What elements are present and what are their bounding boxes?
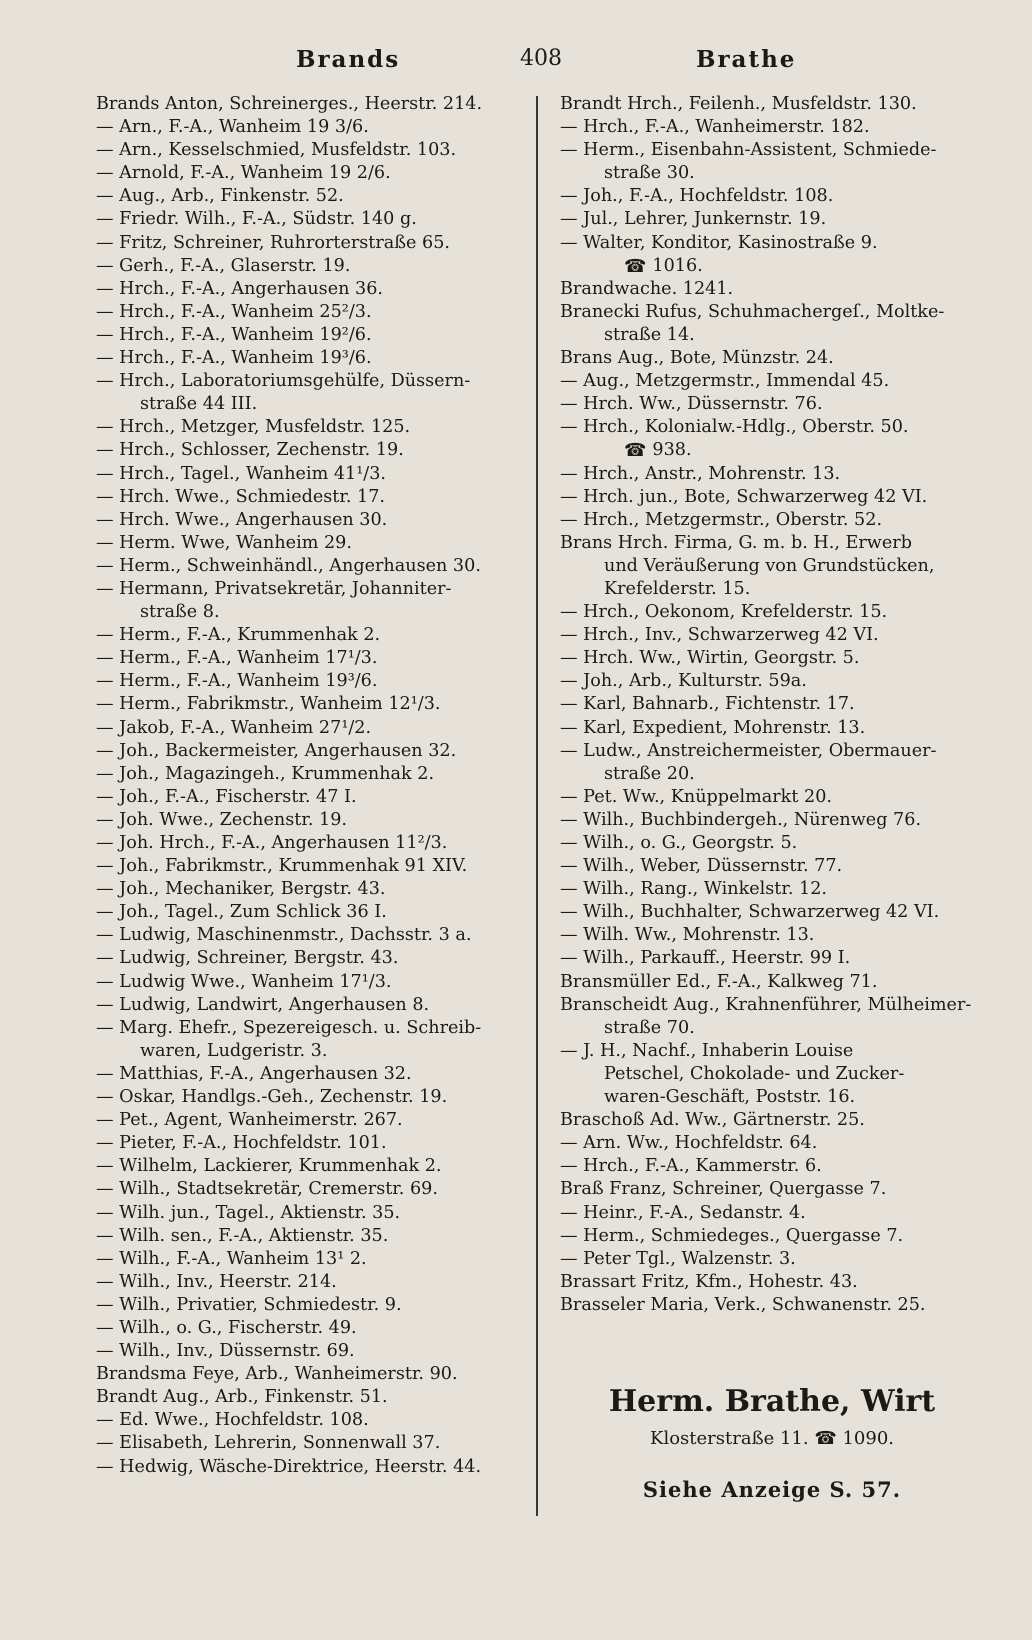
entry-text: — Hrch. Ww., Wirtin, Georgstr. 5. [560, 648, 860, 669]
entry-text: — Herm., F.-A., Wanheim 19³/6. [96, 671, 378, 692]
entry-text: — Matthias, F.-A., Angerhausen 32. [96, 1063, 412, 1084]
entry-text: — Hrch., F.-A., Wanheim 25²/3. [96, 301, 372, 322]
column-divider [536, 96, 538, 1516]
directory-entry [96, 693, 516, 716]
directory-entry [560, 1225, 984, 1248]
directory-entry [96, 994, 516, 1017]
directory-entry [560, 786, 984, 809]
entry-text: — Wilh., o. G., Fischerstr. 49. [96, 1317, 357, 1338]
entry-text: Brandwache. 1241. [560, 278, 734, 299]
directory-entry [96, 255, 516, 278]
entry-text: — Herm., Schmiedeges., Quergasse 7. [560, 1225, 904, 1246]
directory-entry [96, 555, 516, 578]
entry-text: — Hrch., Metzgermstr., Oberstr. 52. [560, 509, 883, 530]
entry-text: straße 14. [604, 324, 695, 345]
directory-entry [96, 855, 516, 878]
entry-text: — Ludwig, Schreiner, Bergstr. 43. [96, 948, 399, 969]
entry-text: — Wilhelm, Lackierer, Krummenhak 2. [96, 1156, 442, 1177]
entry-text: — Gerh., F.-A., Glaserstr. 19. [96, 255, 351, 276]
directory-entry [96, 717, 516, 740]
directory-entry [96, 647, 516, 670]
directory-entry [96, 901, 516, 924]
entry-text: — Hedwig, Wäsche-Direktrice, Heerstr. 44. [96, 1456, 482, 1477]
directory-entry [560, 1178, 984, 1201]
entry-text: — Hrch., Schlosser, Zechenstr. 19. [96, 440, 404, 461]
directory-entry [560, 1132, 984, 1155]
directory-entry [96, 1317, 516, 1340]
directory-entry [96, 93, 516, 116]
directory-entry [560, 555, 984, 578]
entry-text: — Hrch. Wwe., Schmiedestr. 17. [96, 486, 386, 507]
directory-entry [560, 1017, 984, 1040]
entry-text: Brans Hrch. Firma, G. m. b. H., Erwerb [560, 532, 912, 553]
entry-text: Brassart Fritz, Kfm., Hohestr. 43. [560, 1271, 858, 1292]
entry-text: — Marg. Ehefr., Spezereigesch. u. Schreib- [96, 1017, 482, 1038]
entry-text: Brasseler Maria, Verk., Schwanenstr. 25. [560, 1294, 926, 1315]
directory-entry [96, 1409, 516, 1432]
entry-text: Brands Anton, Schreinerges., Heerstr. 214. [96, 94, 483, 114]
directory-entry [560, 670, 984, 693]
directory-entry [96, 509, 516, 532]
entry-text: waren-Geschäft, Poststr. 16. [604, 1087, 856, 1108]
entry-text: — Karl, Expedient, Mohrenstr. 13. [560, 717, 866, 738]
entry-text: 1016. [652, 255, 703, 276]
entry-text: Branscheidt Aug., Krahnenführer, Mülheimer- [560, 994, 972, 1015]
directory-entry [96, 809, 516, 832]
entry-text: — Karl, Bahnarb., Fichtenstr. 17. [560, 694, 855, 715]
directory-entry [560, 486, 984, 509]
entry-text: — Elisabeth, Lehrerin, Sonnenwall 37. [96, 1433, 441, 1454]
directory-entry [96, 139, 516, 162]
directory-entry [96, 1017, 516, 1040]
entry-text: — Friedr. Wilh., F.-A., Südstr. 140 g. [96, 209, 417, 230]
directory-entry [96, 924, 516, 947]
entry-text: — Pieter, F.-A., Hochfeldstr. 101. [96, 1133, 387, 1154]
entry-text: — Herm. Wwe, Wanheim 29. [96, 532, 352, 553]
entry-text: — Pet., Agent, Wanheimerstr. 267. [96, 1110, 403, 1131]
entry-text: Bransmüller Ed., F.-A., Kalkweg 71. [560, 971, 878, 992]
entry-text: waren, Ludgeristr. 3. [140, 1040, 328, 1061]
entry-text: — Joh., F.-A., Fischerstr. 47 I. [96, 786, 357, 807]
directory-entry [560, 1109, 984, 1132]
directory-entry [96, 208, 516, 231]
directory-entry [96, 116, 516, 139]
directory-entry [560, 624, 984, 647]
entry-text: — Hermann, Privatsekretär, Johanniter- [96, 578, 452, 599]
page-number: 408 [520, 46, 562, 71]
directory-entry [96, 463, 516, 486]
directory-entry [560, 578, 984, 601]
directory-entry [96, 1432, 516, 1455]
header-left-keyword: Brands [296, 46, 401, 73]
directory-entry [560, 301, 984, 324]
directory-entry [96, 1386, 516, 1409]
directory-entry [96, 740, 516, 763]
directory-entry [560, 162, 984, 185]
entry-text: — Hrch. Wwe., Angerhausen 30. [96, 509, 388, 530]
directory-entry [560, 278, 984, 301]
directory-entry [560, 93, 984, 116]
entry-text: — Joh., Magazingeh., Krummenhak 2. [96, 763, 435, 784]
entry-text: — Ed. Wwe., Hochfeldstr. 108. [96, 1410, 369, 1431]
entry-text: — Arn. Ww., Hochfeldstr. 64. [560, 1133, 818, 1154]
directory-entry [560, 947, 984, 970]
directory-entry [560, 855, 984, 878]
entry-text: Brandsma Feye, Arb., Wanheimerstr. 90. [96, 1364, 458, 1385]
entry-text: Brandt Hrch., Feilenh., Musfeldstr. 130. [560, 94, 917, 114]
directory-entry [96, 278, 516, 301]
directory-entry [96, 1225, 516, 1248]
entry-text: Branecki Rufus, Schuhmachergeſ., Moltke- [560, 301, 945, 322]
entry-text: — Ludwig, Landwirt, Angerhausen 8. [96, 994, 430, 1015]
entry-text: — Herm., Schweinhändl., Angerhausen 30. [96, 555, 481, 576]
directory-entry [96, 624, 516, 647]
entry-text: — Hrch., F.-A., Wanheim 19²/6. [96, 324, 372, 345]
entry-text: — Jul., Lehrer, Junkernstr. 19. [560, 209, 827, 230]
directory-entry [96, 1178, 516, 1201]
entry-text: Braß Franz, Schreiner, Quergasse 7. [560, 1179, 887, 1200]
entry-text: — Joh., Fabrikmstr., Krummenhak 91 XIV. [96, 856, 468, 877]
directory-entry [96, 439, 516, 462]
directory-entry [560, 693, 984, 716]
entry-text: — Ludw., Anstreichermeister, Obermauer- [560, 740, 937, 761]
directory-entry [560, 532, 984, 555]
directory-entry [560, 601, 984, 624]
entry-text: — Hrch., F.-A., Kammerstr. 6. [560, 1156, 822, 1177]
entry-text: straße 20. [604, 763, 695, 784]
directory-entry [560, 463, 984, 486]
directory-entry [560, 717, 984, 740]
entry-text: straße 30. [604, 163, 695, 184]
directory-entry [560, 740, 984, 763]
directory-entry [560, 116, 984, 139]
directory-entry [560, 763, 984, 786]
directory-entry [560, 832, 984, 855]
directory-entry [560, 1063, 984, 1086]
directory-entry [560, 324, 984, 347]
directory-entry [96, 1040, 516, 1063]
directory-entry [560, 647, 984, 670]
directory-entry [560, 370, 984, 393]
directory-entry [96, 486, 516, 509]
directory-entry [560, 439, 984, 462]
directory-entry [96, 1340, 516, 1363]
entry-text: straße 70. [604, 1017, 695, 1038]
entry-text: — Jakob, F.-A., Wanheim 27¹/2. [96, 717, 372, 738]
entry-text: — Herm., Eisenbahn-Assistent, Schmiede- [560, 140, 937, 161]
directory-entry [560, 255, 984, 278]
entry-text: und Veräußerung von Grundstücken, [604, 555, 935, 576]
entry-text: — Aug., Arb., Finkenstr. 52. [96, 186, 344, 207]
directory-entry [96, 578, 516, 601]
entry-text: — Wilh., Inv., Düssernstr. 69. [96, 1341, 355, 1362]
directory-entry [96, 1132, 516, 1155]
entry-text: — Wilh., Buchbindergeh., Nürenweg 76. [560, 809, 922, 830]
entry-text: — Joh., Mechaniker, Bergstr. 43. [96, 879, 386, 900]
entry-text: — Hrch., Laboratoriumsgehülfe, Düssern- [96, 371, 471, 392]
directory-entry [96, 324, 516, 347]
directory-entry [96, 393, 516, 416]
entry-text: — Herm., F.-A., Krummenhak 2. [96, 625, 381, 646]
advertisement [560, 1380, 984, 1516]
directory-entry [96, 670, 516, 693]
entry-text: — Hrch., Metzger, Musfeldstr. 125. [96, 417, 411, 438]
entry-text: — Walter, Konditor, Kasinostraße 9. [560, 232, 878, 253]
directory-entry [560, 1271, 984, 1294]
telephone-icon: ☎ [624, 255, 647, 277]
entry-text: — Joh. Wwe., Zechenstr. 19. [96, 809, 347, 830]
entry-text: — Wilh., Parkauff., Heerstr. 99 I. [560, 948, 851, 969]
entry-text: — Hrch., Oekonom, Krefelderstr. 15. [560, 602, 888, 623]
directory-entry [560, 208, 984, 231]
entry-text: — Wilh., Buchhalter, Schwarzerweg 42 VI. [560, 902, 940, 923]
left-column [96, 93, 516, 1479]
directory-entry [96, 1456, 516, 1479]
entry-text: — Arn., Kesselschmied, Musfeldstr. 103. [96, 140, 457, 161]
entry-text: 938. [652, 440, 692, 461]
entry-text: — Wilh. Ww., Mohrenstr. 13. [560, 925, 815, 946]
entry-text: — Ludwig Wwe., Wanheim 17¹/3. [96, 971, 392, 992]
directory-entry [96, 1271, 516, 1294]
entry-text: — Joh., Tagel., Zum Schlick 36 I. [96, 902, 387, 923]
entry-text: — Heinr., F.-A., Sedanstr. 4. [560, 1202, 806, 1223]
entry-text: — Wilh. sen., F.-A., Aktienstr. 35. [96, 1225, 389, 1246]
entry-text: — Herm., Fabrikmstr., Wanheim 12¹/3. [96, 694, 441, 715]
entry-text: — Oskar, Handlgs.-Geh., Zechenstr. 19. [96, 1087, 448, 1108]
entry-text: — Arnold, F.-A., Wanheim 19 2/6. [96, 163, 391, 184]
directory-entry [560, 901, 984, 924]
ad-title: Herm. Brathe, Wirt [608, 1384, 936, 1419]
entry-text: — Aug., Metzgermstr., Immendal 45. [560, 371, 890, 392]
entry-text: — Pet. Ww., Knüppelmarkt 20. [560, 786, 832, 807]
directory-entry [560, 1294, 984, 1317]
entry-text: — Wilh., Stadtsekretär, Cremerstr. 69. [96, 1179, 438, 1200]
directory-entry [560, 232, 984, 255]
directory-entry [96, 416, 516, 439]
directory-entry [96, 1109, 516, 1132]
entry-text: — Joh., Backermeister, Angerhausen 32. [96, 740, 457, 761]
entry-text: — Fritz, Schreiner, Ruhrorterstraße 65. [96, 232, 450, 253]
entry-text: — Hrch., Tagel., Wanheim 41¹/3. [96, 463, 387, 484]
entry-text: straße 8. [140, 602, 220, 623]
entry-text: Braschoß Ad. Ww., Gärtnerstr. 25. [560, 1110, 865, 1131]
entry-text: — Hrch., F.-A., Wanheim 19³/6. [96, 348, 372, 369]
directory-entry [96, 1202, 516, 1225]
entry-text: — Wilh., Rang., Winkelstr. 12. [560, 879, 828, 900]
ad-note: Siehe Anzeige S. 57. [642, 1477, 902, 1502]
page-header [96, 46, 986, 80]
entry-text: — Hrch., Kolonialw.-Hdlg., Oberstr. 50. [560, 417, 909, 438]
entry-text: Brans Aug., Bote, Münzstr. 24. [560, 348, 834, 369]
directory-entry [96, 1248, 516, 1271]
ad-address: Klosterstraße 11. ☎ 1090. [650, 1428, 894, 1449]
entry-text: — Wilh. jun., Tagel., Aktienstr. 35. [96, 1202, 401, 1223]
entry-text: — Peter Tgl., Walzenstr. 3. [560, 1248, 796, 1269]
directory-entry [96, 347, 516, 370]
entry-text: — J. H., Nachf., Inhaberin Louise [560, 1040, 854, 1061]
entry-text: — Wilh., Inv., Heerstr. 214. [96, 1271, 337, 1292]
directory-entry [560, 185, 984, 208]
directory-entry [560, 878, 984, 901]
header-right-keyword: Brathe [696, 46, 797, 73]
directory-entry [96, 185, 516, 208]
directory-entry [96, 971, 516, 994]
directory-entry [96, 1086, 516, 1109]
entry-text: — Hrch., Inv., Schwarzerweg 42 VI. [560, 625, 879, 646]
directory-entry [96, 947, 516, 970]
entry-text: — Wilh., Privatier, Schmiedestr. 9. [96, 1294, 402, 1315]
directory-entry [96, 1155, 516, 1178]
entry-text: — Arn., F.-A., Wanheim 19 3/6. [96, 117, 369, 138]
directory-entry [96, 763, 516, 786]
entry-text: — Joh. Hrch., F.-A., Angerhausen 11²/3. [96, 833, 448, 853]
entry-text: — Wilh., Weber, Düssernstr. 77. [560, 856, 843, 877]
directory-entry [96, 532, 516, 555]
directory-entry [96, 786, 516, 809]
entry-text: — Herm., F.-A., Wanheim 17¹/3. [96, 648, 378, 669]
directory-entry [560, 1155, 984, 1178]
directory-entry [560, 809, 984, 832]
directory-entry [560, 509, 984, 532]
directory-entry [96, 370, 516, 393]
telephone-icon: ☎ [624, 440, 647, 462]
directory-entry [96, 1294, 516, 1317]
directory-entry [560, 994, 984, 1017]
directory-entry [560, 347, 984, 370]
entry-text: Brandt Aug., Arb., Finkenstr. 51. [96, 1387, 388, 1408]
entry-text: — Hrch., Anstr., Mohrenstr. 13. [560, 463, 841, 484]
entry-text: Krefelderstr. 15. [604, 578, 751, 599]
directory-entry [560, 393, 984, 416]
directory-entry [560, 1248, 984, 1271]
entry-text: — Joh., Arb., Kulturstr. 59a. [560, 671, 807, 692]
right-column [560, 93, 984, 1317]
directory-entry [560, 139, 984, 162]
directory-entry [96, 878, 516, 901]
entry-text: — Hrch. Ww., Düssernstr. 76. [560, 394, 823, 415]
directory-entry [560, 924, 984, 947]
entry-text: — Hrch. jun., Bote, Schwarzerweg 42 VI. [560, 486, 928, 507]
directory-entry [96, 832, 516, 855]
directory-entry [96, 301, 516, 324]
directory-entry [560, 1040, 984, 1063]
entry-text: — Wilh., F.-A., Wanheim 13¹ 2. [96, 1248, 367, 1269]
directory-entry [96, 1063, 516, 1086]
directory-entry [560, 1202, 984, 1225]
directory-entry [560, 416, 984, 439]
entry-text: — Ludwig, Maschinenmstr., Dachsstr. 3 a. [96, 925, 472, 946]
directory-entry [560, 971, 984, 994]
directory-entry [96, 1363, 516, 1386]
entry-text: — Hrch., F.-A., Angerhausen 36. [96, 278, 384, 299]
entry-text: straße 44 III. [140, 394, 258, 415]
directory-entry [560, 1086, 984, 1109]
entry-text: — Hrch., F.-A., Wanheimerstr. 182. [560, 117, 870, 138]
directory-entry [96, 162, 516, 185]
directory-entry [96, 601, 516, 624]
entry-text: — Wilh., o. G., Georgstr. 5. [560, 833, 798, 853]
entry-text: — Joh., F.-A., Hochfeldstr. 108. [560, 186, 834, 207]
entry-text: Petschel, Chokolade- und Zucker- [604, 1063, 905, 1084]
directory-entry [96, 232, 516, 255]
